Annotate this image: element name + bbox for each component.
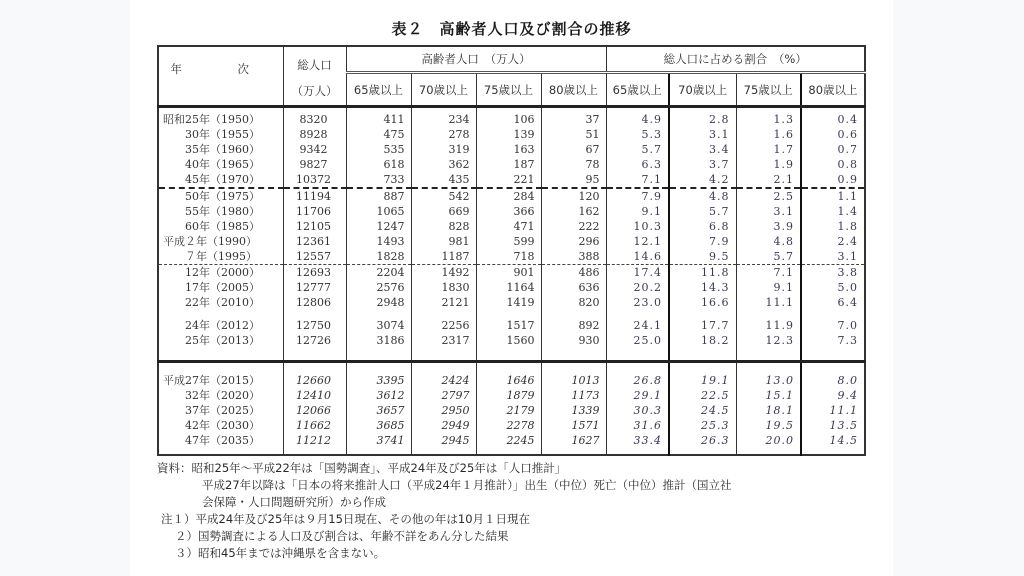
cell-ratio-65plus: 7.1: [606, 172, 669, 188]
cell-ratio-80plus: 14.5: [801, 433, 865, 455]
cell-population-70plus: 234: [411, 107, 476, 128]
cell-ratio-80plus: 11.1: [801, 403, 865, 418]
table-row: [158, 188, 865, 204]
table-row: [158, 142, 865, 157]
header-pop-65plus: 65歳以上: [346, 73, 411, 107]
cell-population-65plus: 3612: [346, 388, 411, 403]
cell-ratio-70plus: 9.5: [669, 249, 736, 265]
cell-population-75plus: 366: [476, 204, 541, 219]
cell-total-population: 12806: [283, 295, 346, 318]
cell-ratio-70plus: 19.1: [669, 362, 736, 389]
header-pop-80plus: 80歳以上: [541, 73, 606, 107]
cell-population-80plus: 296: [541, 234, 606, 249]
cell-total-population: 8928: [283, 127, 346, 142]
cell-ratio-80plus: 3.8: [801, 265, 865, 281]
cell-ratio-70plus: 3.7: [669, 157, 736, 172]
table-title: 表２ 高齢者人口及び割合の推移: [391, 20, 632, 38]
cell-population-75plus: 901: [476, 265, 541, 281]
cell-population-80plus: 67: [541, 142, 606, 157]
table-row: [158, 107, 865, 128]
cell-population-75plus: 221: [476, 172, 541, 188]
cell-ratio-70plus: 26.3: [669, 433, 736, 455]
cell-ratio-65plus: 4.9: [606, 107, 669, 128]
cell-population-80plus: 162: [541, 204, 606, 219]
cell-ratio-80plus: 1.4: [801, 204, 865, 219]
cell-year: 37年（2025）: [158, 403, 283, 418]
cell-population-80plus: 51: [541, 127, 606, 142]
cell-population-80plus: 1339: [541, 403, 606, 418]
cell-population-75plus: 2179: [476, 403, 541, 418]
cell-population-65plus: 535: [346, 142, 411, 157]
header-elderly-population: 高齢者人口 （万人）: [346, 46, 606, 73]
cell-population-75plus: 1646: [476, 362, 541, 389]
header-pop-75plus: 75歳以上: [476, 73, 541, 107]
cell-total-population: 11194: [283, 188, 346, 204]
cell-total-population: 11706: [283, 204, 346, 219]
cell-total-population: 12105: [283, 219, 346, 234]
cell-ratio-80plus: 8.0: [801, 362, 865, 389]
cell-population-80plus: 388: [541, 249, 606, 265]
table-row: [158, 280, 865, 295]
table-row: [158, 265, 865, 281]
cell-population-65plus: 3395: [346, 362, 411, 389]
cell-population-65plus: 1828: [346, 249, 411, 265]
cell-population-70plus: 2945: [411, 433, 476, 455]
cell-population-80plus: 222: [541, 219, 606, 234]
cell-population-65plus: 411: [346, 107, 411, 128]
cell-total-population: 12693: [283, 265, 346, 281]
cell-year: 35年（1960）: [158, 142, 283, 157]
cell-total-population: 12726: [283, 333, 346, 362]
cell-total-population: 8320: [283, 107, 346, 128]
source-line-2: 平成27年以降は「日本の将来推計人口（平成24年１月推計）」出生（中位）死亡（中位）推計（国立社: [202, 478, 732, 492]
table-row: [158, 219, 865, 234]
cell-population-65plus: 1065: [346, 204, 411, 219]
header-total-line1: 総人口: [297, 58, 332, 72]
cell-ratio-70plus: 7.9: [669, 234, 736, 249]
cell-year: 30年（1955）: [158, 127, 283, 142]
cell-population-65plus: 3741: [346, 433, 411, 455]
table-row: [158, 234, 865, 249]
cell-population-80plus: 1571: [541, 418, 606, 433]
cell-ratio-65plus: 14.6: [606, 249, 669, 265]
cell-population-70plus: 435: [411, 172, 476, 188]
cell-population-65plus: 618: [346, 157, 411, 172]
cell-total-population: 12777: [283, 280, 346, 295]
cell-ratio-65plus: 9.1: [606, 204, 669, 219]
cell-year: 22年（2010）: [158, 295, 283, 318]
header-ratio-75plus: 75歳以上: [736, 73, 801, 107]
cell-ratio-80plus: 0.9: [801, 172, 865, 188]
cell-year: 25年（2013）: [158, 333, 283, 362]
cell-population-70plus: 669: [411, 204, 476, 219]
cell-ratio-75plus: 7.1: [736, 265, 801, 281]
cell-ratio-80plus: 1.8: [801, 219, 865, 234]
cell-ratio-80plus: 0.4: [801, 107, 865, 128]
cell-ratio-65plus: 24.1: [606, 318, 669, 333]
cell-ratio-65plus: 25.0: [606, 333, 669, 362]
cell-population-80plus: 486: [541, 265, 606, 281]
elderly-population-table: [157, 45, 866, 456]
cell-population-65plus: 2948: [346, 295, 411, 318]
cell-ratio-80plus: 3.1: [801, 249, 865, 265]
cell-population-75plus: 1164: [476, 280, 541, 295]
cell-ratio-70plus: 14.3: [669, 280, 736, 295]
cell-population-75plus: 1879: [476, 388, 541, 403]
cell-population-75plus: 599: [476, 234, 541, 249]
cell-population-80plus: 1013: [541, 362, 606, 389]
table-row: [158, 318, 865, 333]
cell-population-65plus: 2576: [346, 280, 411, 295]
cell-total-population: 12361: [283, 234, 346, 249]
cell-total-population: 12410: [283, 388, 346, 403]
cell-ratio-70plus: 22.5: [669, 388, 736, 403]
cell-ratio-75plus: 12.3: [736, 333, 801, 362]
cell-population-75plus: 718: [476, 249, 541, 265]
cell-ratio-75plus: 13.0: [736, 362, 801, 389]
cell-ratio-75plus: 3.9: [736, 219, 801, 234]
cell-ratio-80plus: 7.0: [801, 318, 865, 333]
header-total-population: [283, 46, 346, 107]
header-total-line2: （万人）: [291, 84, 338, 98]
cell-ratio-80plus: 7.3: [801, 333, 865, 362]
cell-ratio-70plus: 6.8: [669, 219, 736, 234]
cell-ratio-75plus: 11.9: [736, 318, 801, 333]
cell-year: 47年（2035）: [158, 433, 283, 455]
cell-total-population: 12066: [283, 403, 346, 418]
table-row: [158, 433, 865, 455]
cell-population-75plus: 2245: [476, 433, 541, 455]
table-row: [158, 333, 865, 362]
cell-population-70plus: 981: [411, 234, 476, 249]
cell-ratio-70plus: 4.8: [669, 188, 736, 204]
cell-ratio-65plus: 12.1: [606, 234, 669, 249]
cell-population-75plus: 2278: [476, 418, 541, 433]
cell-population-65plus: 3657: [346, 403, 411, 418]
source-line-1: 資料：昭和25年～平成22年は「国勢調査」、平成24年及び25年は「人口推計」: [157, 461, 567, 475]
table-body: [158, 107, 865, 456]
cell-ratio-75plus: 1.3: [736, 107, 801, 128]
table-row: [158, 362, 865, 389]
cell-year: 平成２年（1990）: [158, 234, 283, 249]
cell-population-70plus: 2950: [411, 403, 476, 418]
cell-population-75plus: 139: [476, 127, 541, 142]
cell-population-80plus: 820: [541, 295, 606, 318]
cell-population-65plus: 2204: [346, 265, 411, 281]
table-row: [158, 127, 865, 142]
cell-population-65plus: 887: [346, 188, 411, 204]
cell-year: 昭和25年（1950）: [158, 107, 283, 128]
cell-ratio-80plus: 0.7: [801, 142, 865, 157]
note-2: ２）国勢調査による人口及び割合は、年齢不詳をあん分した結果: [175, 529, 509, 543]
header-ratio: 総人口に占める割合 （%）: [606, 46, 865, 73]
cell-year: 12年（2000）: [158, 265, 283, 281]
cell-ratio-80plus: 9.4: [801, 388, 865, 403]
cell-total-population: 10372: [283, 172, 346, 188]
cell-total-population: 11662: [283, 418, 346, 433]
cell-ratio-75plus: 5.7: [736, 249, 801, 265]
cell-ratio-70plus: 24.5: [669, 403, 736, 418]
cell-ratio-75plus: 4.8: [736, 234, 801, 249]
cell-population-70plus: 2797: [411, 388, 476, 403]
table-row: [158, 388, 865, 403]
cell-ratio-80plus: 2.4: [801, 234, 865, 249]
cell-ratio-75plus: 1.9: [736, 157, 801, 172]
table-row: [158, 295, 865, 318]
cell-population-70plus: 1830: [411, 280, 476, 295]
header-ratio-80plus: 80歳以上: [801, 73, 865, 107]
cell-population-80plus: 636: [541, 280, 606, 295]
cell-population-80plus: 120: [541, 188, 606, 204]
cell-year: 55年（1980）: [158, 204, 283, 219]
cell-ratio-65plus: 5.7: [606, 142, 669, 157]
cell-population-75plus: 163: [476, 142, 541, 157]
cell-ratio-75plus: 3.1: [736, 204, 801, 219]
cell-population-65plus: 733: [346, 172, 411, 188]
cell-ratio-70plus: 4.2: [669, 172, 736, 188]
cell-total-population: 9827: [283, 157, 346, 172]
cell-ratio-75plus: 1.7: [736, 142, 801, 157]
cell-population-75plus: 187: [476, 157, 541, 172]
cell-ratio-65plus: 23.0: [606, 295, 669, 318]
note-3: ３）昭和45年までは沖縄県を含まない。: [175, 546, 386, 560]
cell-population-65plus: 475: [346, 127, 411, 142]
cell-ratio-75plus: 18.1: [736, 403, 801, 418]
cell-population-80plus: 95: [541, 172, 606, 188]
cell-ratio-65plus: 30.3: [606, 403, 669, 418]
cell-population-70plus: 2424: [411, 362, 476, 389]
table-row: [158, 418, 865, 433]
cell-total-population: 11212: [283, 433, 346, 455]
cell-ratio-70plus: 17.7: [669, 318, 736, 333]
cell-ratio-80plus: 0.6: [801, 127, 865, 142]
cell-ratio-65plus: 10.3: [606, 219, 669, 234]
cell-ratio-70plus: 2.8: [669, 107, 736, 128]
cell-year: ７年（1995）: [158, 249, 283, 265]
cell-total-population: 9342: [283, 142, 346, 157]
cell-ratio-70plus: 3.4: [669, 142, 736, 157]
cell-ratio-65plus: 17.4: [606, 265, 669, 281]
cell-ratio-65plus: 33.4: [606, 433, 669, 455]
cell-population-65plus: 1247: [346, 219, 411, 234]
cell-population-70plus: 1187: [411, 249, 476, 265]
cell-population-80plus: 78: [541, 157, 606, 172]
cell-population-70plus: 2121: [411, 295, 476, 318]
header-ratio-70plus: 70歳以上: [669, 73, 736, 107]
cell-ratio-75plus: 15.1: [736, 388, 801, 403]
cell-population-80plus: 892: [541, 318, 606, 333]
cell-population-80plus: 37: [541, 107, 606, 128]
cell-population-70plus: 2256: [411, 318, 476, 333]
cell-ratio-80plus: 1.1: [801, 188, 865, 204]
cell-population-75plus: 1560: [476, 333, 541, 362]
cell-year: 24年（2012）: [158, 318, 283, 333]
cell-year: 60年（1985）: [158, 219, 283, 234]
table-row: [158, 249, 865, 265]
header-row-group: [158, 46, 865, 73]
cell-population-70plus: 278: [411, 127, 476, 142]
cell-population-70plus: 2949: [411, 418, 476, 433]
table-row: [158, 172, 865, 188]
cell-year: 50年（1975）: [158, 188, 283, 204]
cell-total-population: 12750: [283, 318, 346, 333]
cell-population-65plus: 3074: [346, 318, 411, 333]
note-1: 注１）平成24年及び25年は９月15日現在、その他の年は10月１日現在: [161, 512, 531, 526]
cell-ratio-70plus: 5.7: [669, 204, 736, 219]
cell-ratio-80plus: 5.0: [801, 280, 865, 295]
table-row: [158, 157, 865, 172]
cell-ratio-70plus: 25.3: [669, 418, 736, 433]
cell-ratio-70plus: 18.2: [669, 333, 736, 362]
cell-ratio-65plus: 6.3: [606, 157, 669, 172]
cell-ratio-75plus: 9.1: [736, 280, 801, 295]
cell-year: 平成27年（2015）: [158, 362, 283, 389]
cell-ratio-70plus: 11.8: [669, 265, 736, 281]
cell-population-70plus: 828: [411, 219, 476, 234]
header-pop-70plus: 70歳以上: [411, 73, 476, 107]
cell-population-70plus: 362: [411, 157, 476, 172]
cell-population-70plus: 542: [411, 188, 476, 204]
table-row: [158, 204, 865, 219]
cell-population-75plus: 471: [476, 219, 541, 234]
table-notes: [157, 460, 877, 562]
document-page: [130, 0, 893, 576]
cell-ratio-65plus: 26.8: [606, 362, 669, 389]
cell-ratio-75plus: 20.0: [736, 433, 801, 455]
header-ratio-65plus: 65歳以上: [606, 73, 669, 107]
cell-ratio-65plus: 20.2: [606, 280, 669, 295]
cell-ratio-65plus: 29.1: [606, 388, 669, 403]
cell-population-75plus: 1419: [476, 295, 541, 318]
cell-year: 32年（2020）: [158, 388, 283, 403]
cell-total-population: 12557: [283, 249, 346, 265]
cell-population-70plus: 319: [411, 142, 476, 157]
cell-population-70plus: 2317: [411, 333, 476, 362]
cell-ratio-65plus: 31.6: [606, 418, 669, 433]
source-line-3: 会保障・人口問題研究所）から作成: [202, 495, 386, 509]
cell-population-80plus: 1173: [541, 388, 606, 403]
cell-year: 40年（1965）: [158, 157, 283, 172]
cell-year: 45年（1970）: [158, 172, 283, 188]
cell-population-65plus: 1493: [346, 234, 411, 249]
cell-ratio-65plus: 5.3: [606, 127, 669, 142]
cell-total-population: 12660: [283, 362, 346, 389]
cell-ratio-80plus: 6.4: [801, 295, 865, 318]
cell-year: 17年（2005）: [158, 280, 283, 295]
source-label: 資料：: [157, 461, 192, 475]
cell-population-65plus: 3186: [346, 333, 411, 362]
cell-population-75plus: 284: [476, 188, 541, 204]
cell-year: 42年（2030）: [158, 418, 283, 433]
cell-population-75plus: 106: [476, 107, 541, 128]
cell-ratio-75plus: 2.5: [736, 188, 801, 204]
cell-population-70plus: 1492: [411, 265, 476, 281]
cell-population-65plus: 3685: [346, 418, 411, 433]
cell-population-75plus: 1517: [476, 318, 541, 333]
cell-ratio-65plus: 7.9: [606, 188, 669, 204]
cell-ratio-75plus: 19.5: [736, 418, 801, 433]
cell-ratio-75plus: 2.1: [736, 172, 801, 188]
cell-ratio-75plus: 11.1: [736, 295, 801, 318]
cell-ratio-80plus: 0.8: [801, 157, 865, 172]
header-year: 年 次: [158, 46, 283, 107]
cell-population-80plus: 1627: [541, 433, 606, 455]
cell-ratio-70plus: 16.6: [669, 295, 736, 318]
cell-population-80plus: 930: [541, 333, 606, 362]
cell-ratio-75plus: 1.6: [736, 127, 801, 142]
cell-ratio-70plus: 3.1: [669, 127, 736, 142]
cell-ratio-80plus: 13.5: [801, 418, 865, 433]
table-row: [158, 403, 865, 418]
